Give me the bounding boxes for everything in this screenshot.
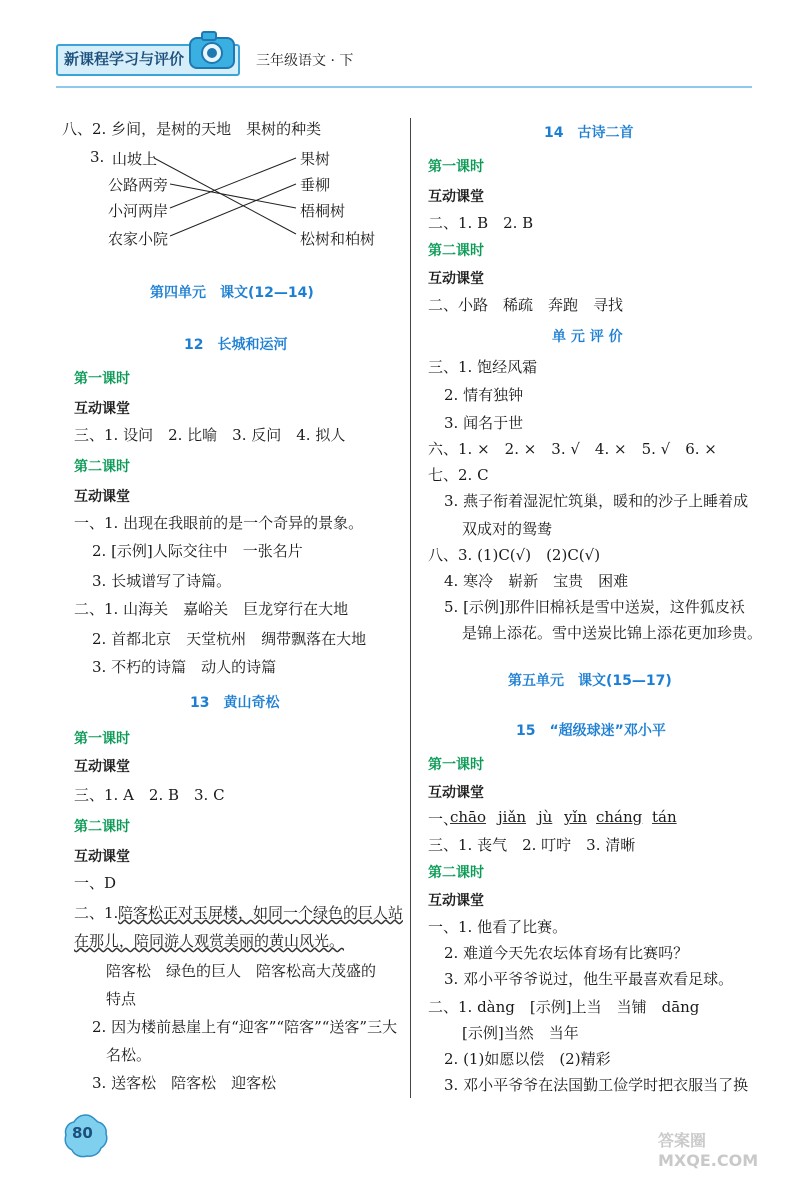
lesson12-p2-heading: 互动课堂: [74, 489, 130, 505]
book-title: 新课程学习与评价: [64, 50, 185, 68]
eval-8-5b: 是锦上添花。雪中送炭比锦上添花更加珍贵。: [462, 624, 763, 642]
lesson13-p2-a1-prefix: 二、1.: [74, 904, 119, 922]
lesson15-p2-a4: 二、1. dàng [示例]上当 当铺 dāng: [428, 998, 700, 1016]
eval-3-3: 3. 闻名于世: [444, 414, 524, 432]
lesson12-p1-answer: 三、1. 设问 2. 比喻 3. 反问 4. 拟人: [74, 426, 346, 444]
lesson14-period2: 第二课时: [428, 243, 484, 259]
eval-3-2: 2. 情有独钟: [444, 386, 524, 404]
lesson12-p2-a4: 二、1. 山海关 嘉峪关 巨龙穿行在大地: [74, 600, 349, 618]
lesson12-period1: 第一课时: [74, 371, 130, 387]
lesson13-p2-a3: 2. 因为楼前悬崖上有“迎客”“陪客”“送客”三大: [92, 1018, 398, 1036]
lesson12-p2-a3: 3. 长城谱写了诗篇。: [92, 572, 232, 590]
lesson13-p2-a1-underlined: 陪客松正对玉屏楼，如同一个绿色的巨人站: [118, 904, 404, 922]
pinyin-2: jiǎn: [498, 808, 527, 826]
lesson15-p2-a5: [示例]当然 当年: [462, 1024, 579, 1042]
lesson14-p2-heading: 互动课堂: [428, 271, 484, 287]
eval-7-2: 七、2. C: [428, 466, 489, 484]
pinyin-1: chāo: [450, 808, 487, 826]
grade-subject: 三年级语文 · 下: [256, 53, 354, 69]
lesson13-p2-heading: 互动课堂: [74, 849, 130, 865]
lesson15-p1-a1-prefix: 一、: [428, 810, 459, 828]
match-left-3: 小河两岸: [108, 202, 169, 220]
lesson13-p2-a2: 陪客松 绿色的巨人 陪客松高大茂盛的: [106, 962, 377, 980]
lesson13-p1-heading: 互动课堂: [74, 759, 130, 775]
lesson15-p2-heading: 互动课堂: [428, 893, 484, 909]
lesson12-title: 12 长城和运河: [184, 337, 288, 353]
lesson15-period1: 第一课时: [428, 757, 484, 773]
answer-8-2: 八、2. 乡间，是树的天地 果树的种类: [62, 120, 322, 138]
lesson14-p1-answer: 二、1. B 2. B: [428, 214, 534, 232]
lesson12-p2-a5: 2. 首都北京 天堂杭州 绸带飘落在大地: [92, 630, 367, 648]
lesson15-title: 15 “超级球迷”邓小平: [516, 723, 666, 739]
pinyin-5: cháng: [596, 808, 643, 826]
header-rule: [56, 86, 752, 88]
pinyin-3: jù: [538, 808, 553, 826]
lesson12-p2-a1: 一、1. 出现在我眼前的是一个奇异的景象。: [74, 514, 364, 532]
eval-8-5: 5. [示例]那件旧棉袄是雪中送炭，这件狐皮袄: [444, 598, 745, 616]
eval-6: 六、1. × 2. × 3. √ 4. × 5. √ 6. ×: [428, 440, 717, 458]
eval-3-1: 三、1. 饱经风霜: [428, 358, 538, 376]
match-right-3: 梧桐树: [300, 202, 346, 220]
match-right-1: 果树: [300, 150, 331, 168]
lesson13-p1-answer: 三、1. A 2. B 3. C: [74, 786, 225, 804]
eval-8-3: 八、3. (1)C(√) (2)C(√): [428, 546, 601, 564]
lesson12-p2-a6: 3. 不朽的诗篇 动人的诗篇: [92, 658, 277, 676]
matching-lines: [150, 150, 300, 250]
watermark: 答案圈 MXQE.COM: [658, 1131, 759, 1170]
unit-evaluation-heading: 单 元 评 价: [552, 329, 623, 345]
lesson13-period2: 第二课时: [74, 819, 130, 835]
pinyin-6: tán: [652, 808, 677, 826]
lesson14-p1-heading: 互动课堂: [428, 189, 484, 205]
eval-7-3b: 双成对的鸳鸯: [462, 520, 553, 538]
lesson15-period2: 第二课时: [428, 865, 484, 881]
lesson15-p1-heading: 互动课堂: [428, 785, 484, 801]
lesson15-p2-a6: 2. (1)如愿以偿 (2)精彩: [444, 1050, 611, 1068]
lesson13-period1: 第一课时: [74, 731, 130, 747]
lesson13-p2-a3b: 名松。: [106, 1046, 152, 1064]
unit5-heading: 第五单元 课文(15—17): [508, 673, 672, 689]
lesson14-period1: 第一课时: [428, 159, 484, 175]
lesson13-p2-a1b-underlined: 在那儿，陪同游人观赏美丽的黄山风光。: [74, 932, 345, 950]
page-number: 80: [72, 1124, 93, 1142]
lesson12-p1-heading: 互动课堂: [74, 401, 130, 417]
lesson13-p2-a4: 3. 送客松 陪客松 迎客松: [92, 1074, 277, 1092]
eval-8-4: 4. 寒冷 崭新 宝贵 困难: [444, 572, 629, 590]
lesson13-p2-a2b: 特点: [106, 990, 137, 1008]
lesson15-p2-a3: 3. 邓小平爷爷说过，他生平最喜欢看足球。: [444, 970, 734, 988]
match-right-4: 松树和柏树: [300, 230, 376, 248]
eval-7-3: 3. 燕子衔着湿泥忙筑巢，暖和的沙子上睡着成: [444, 492, 749, 510]
lesson13-title: 13 黄山奇松: [190, 695, 280, 711]
answer-8-3-num: 3.: [90, 148, 105, 166]
lesson15-p2-a2: 2. 难道今天先农坛体育场有比赛吗？: [444, 944, 689, 962]
unit4-heading: 第四单元 课文(12—14): [150, 285, 314, 301]
column-divider: [410, 118, 411, 1098]
lesson12-period2: 第二课时: [74, 459, 130, 475]
match-left-1: 山坡上: [112, 150, 158, 168]
camera-icon: [184, 26, 240, 74]
lesson14-title: 14 古诗二首: [544, 125, 634, 141]
lesson15-p2-a7: 3. 邓小平爷爷在法国勤工俭学时把衣服当了换: [444, 1076, 749, 1094]
match-right-2: 垂柳: [300, 176, 331, 194]
match-left-4: 农家小院: [108, 230, 169, 248]
lesson15-p1-a2: 三、1. 丧气 2. 叮咛 3. 清晰: [428, 836, 636, 854]
pinyin-4: yǐn: [564, 808, 587, 826]
match-left-2: 公路两旁: [108, 176, 169, 194]
lesson13-p2-a0: 一、D: [74, 874, 117, 892]
lesson14-p2-answer: 二、小路 稀疏 奔跑 寻找: [428, 296, 624, 314]
lesson12-p2-a2: 2. [示例]人际交往中 一张名片: [92, 542, 303, 560]
lesson15-p2-a1: 一、1. 他看了比赛。: [428, 918, 568, 936]
